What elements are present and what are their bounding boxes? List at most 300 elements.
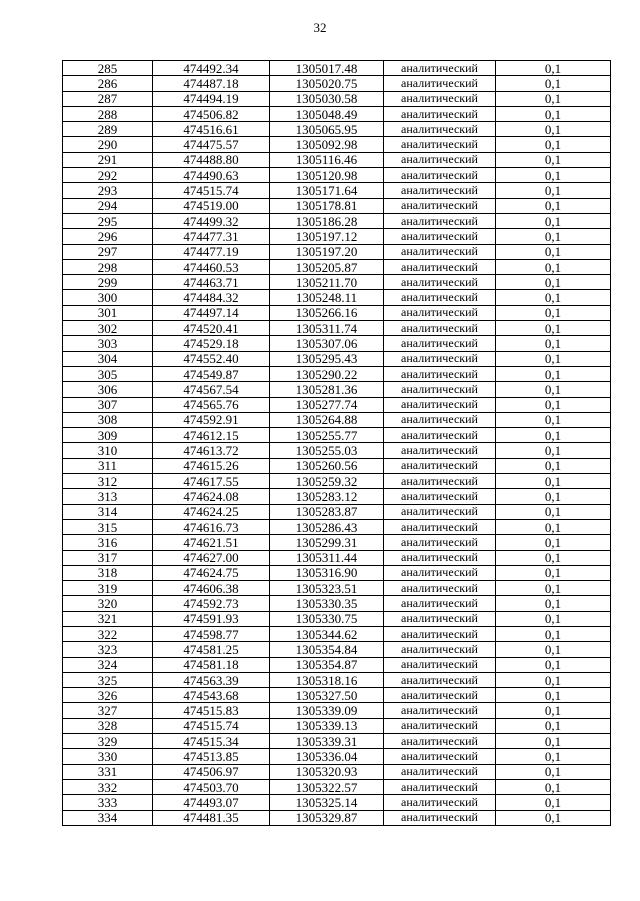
accuracy-cell: 0,1: [496, 672, 611, 687]
x-coordinate-cell: 474497.14: [153, 305, 270, 320]
table-row: [63, 672, 611, 687]
x-coordinate-cell: 474515.74: [153, 183, 270, 198]
y-coordinate-cell: 1305322.57: [270, 779, 384, 794]
accuracy-cell: 0,1: [496, 474, 611, 489]
point-number-cell: 304: [63, 351, 153, 366]
y-coordinate-cell: 1305295.43: [270, 351, 384, 366]
point-number-cell: 334: [63, 810, 153, 825]
table-row: [63, 275, 611, 290]
y-coordinate-cell: 1305329.87: [270, 810, 384, 825]
accuracy-cell: 0,1: [496, 76, 611, 91]
x-coordinate-cell: 474598.77: [153, 626, 270, 641]
accuracy-cell: 0,1: [496, 550, 611, 565]
x-coordinate-cell: 474506.82: [153, 106, 270, 121]
method-cell: аналитический: [384, 61, 496, 76]
x-coordinate-cell: 474515.83: [153, 703, 270, 718]
y-coordinate-cell: 1305116.46: [270, 152, 384, 167]
y-coordinate-cell: 1305211.70: [270, 275, 384, 290]
x-coordinate-cell: 474488.80: [153, 152, 270, 167]
accuracy-cell: 0,1: [496, 779, 611, 794]
x-coordinate-cell: 474515.34: [153, 734, 270, 749]
accuracy-cell: 0,1: [496, 718, 611, 733]
point-number-cell: 299: [63, 275, 153, 290]
table-row: [63, 749, 611, 764]
method-cell: аналитический: [384, 137, 496, 152]
table-row: [63, 213, 611, 228]
y-coordinate-cell: 1305339.09: [270, 703, 384, 718]
x-coordinate-cell: 474621.51: [153, 535, 270, 550]
x-coordinate-cell: 474490.63: [153, 168, 270, 183]
method-cell: аналитический: [384, 397, 496, 412]
x-coordinate-cell: 474552.40: [153, 351, 270, 366]
x-coordinate-cell: 474581.25: [153, 642, 270, 657]
x-coordinate-cell: 474494.19: [153, 91, 270, 106]
accuracy-cell: 0,1: [496, 657, 611, 672]
y-coordinate-cell: 1305336.04: [270, 749, 384, 764]
x-coordinate-cell: 474477.31: [153, 229, 270, 244]
y-coordinate-cell: 1305030.58: [270, 91, 384, 106]
point-number-cell: 330: [63, 749, 153, 764]
method-cell: аналитический: [384, 718, 496, 733]
accuracy-cell: 0,1: [496, 259, 611, 274]
y-coordinate-cell: 1305311.74: [270, 321, 384, 336]
x-coordinate-cell: 474506.97: [153, 764, 270, 779]
method-cell: аналитический: [384, 504, 496, 519]
point-number-cell: 326: [63, 688, 153, 703]
method-cell: аналитический: [384, 489, 496, 504]
method-cell: аналитический: [384, 734, 496, 749]
point-number-cell: 316: [63, 535, 153, 550]
point-number-cell: 312: [63, 474, 153, 489]
method-cell: аналитический: [384, 382, 496, 397]
y-coordinate-cell: 1305197.12: [270, 229, 384, 244]
table-row: [63, 351, 611, 366]
method-cell: аналитический: [384, 336, 496, 351]
accuracy-cell: 0,1: [496, 229, 611, 244]
method-cell: аналитический: [384, 183, 496, 198]
method-cell: аналитический: [384, 565, 496, 580]
table-row: [63, 137, 611, 152]
y-coordinate-cell: 1305339.31: [270, 734, 384, 749]
point-number-cell: 308: [63, 412, 153, 427]
accuracy-cell: 0,1: [496, 61, 611, 76]
method-cell: аналитический: [384, 596, 496, 611]
table-row: [63, 642, 611, 657]
method-cell: аналитический: [384, 626, 496, 641]
x-coordinate-cell: 474543.68: [153, 688, 270, 703]
table-row: [63, 657, 611, 672]
point-number-cell: 328: [63, 718, 153, 733]
accuracy-cell: 0,1: [496, 198, 611, 213]
y-coordinate-cell: 1305330.75: [270, 611, 384, 626]
y-coordinate-cell: 1305259.32: [270, 474, 384, 489]
point-number-cell: 285: [63, 61, 153, 76]
accuracy-cell: 0,1: [496, 810, 611, 825]
method-cell: аналитический: [384, 458, 496, 473]
accuracy-cell: 0,1: [496, 213, 611, 228]
method-cell: аналитический: [384, 443, 496, 458]
accuracy-cell: 0,1: [496, 305, 611, 320]
x-coordinate-cell: 474492.34: [153, 61, 270, 76]
table-row: [63, 764, 611, 779]
accuracy-cell: 0,1: [496, 535, 611, 550]
coordinates-table-body: [63, 61, 611, 826]
y-coordinate-cell: 1305311.44: [270, 550, 384, 565]
y-coordinate-cell: 1305277.74: [270, 397, 384, 412]
table-row: [63, 795, 611, 810]
y-coordinate-cell: 1305186.28: [270, 213, 384, 228]
y-coordinate-cell: 1305264.88: [270, 412, 384, 427]
point-number-cell: 295: [63, 213, 153, 228]
method-cell: аналитический: [384, 229, 496, 244]
x-coordinate-cell: 474493.07: [153, 795, 270, 810]
point-number-cell: 297: [63, 244, 153, 259]
method-cell: аналитический: [384, 168, 496, 183]
x-coordinate-cell: 474592.73: [153, 596, 270, 611]
method-cell: аналитический: [384, 657, 496, 672]
table-row: [63, 443, 611, 458]
accuracy-cell: 0,1: [496, 688, 611, 703]
y-coordinate-cell: 1305354.87: [270, 657, 384, 672]
table-row: [63, 259, 611, 274]
accuracy-cell: 0,1: [496, 122, 611, 137]
x-coordinate-cell: 474503.70: [153, 779, 270, 794]
table-row: [63, 336, 611, 351]
table-row: [63, 366, 611, 381]
method-cell: аналитический: [384, 213, 496, 228]
method-cell: аналитический: [384, 611, 496, 626]
table-row: [63, 596, 611, 611]
accuracy-cell: 0,1: [496, 152, 611, 167]
point-number-cell: 329: [63, 734, 153, 749]
point-number-cell: 307: [63, 397, 153, 412]
table-row: [63, 244, 611, 259]
method-cell: аналитический: [384, 305, 496, 320]
y-coordinate-cell: 1305255.03: [270, 443, 384, 458]
accuracy-cell: 0,1: [496, 382, 611, 397]
method-cell: аналитический: [384, 366, 496, 381]
method-cell: аналитический: [384, 275, 496, 290]
y-coordinate-cell: 1305048.49: [270, 106, 384, 121]
method-cell: аналитический: [384, 91, 496, 106]
point-number-cell: 332: [63, 779, 153, 794]
point-number-cell: 296: [63, 229, 153, 244]
x-coordinate-cell: 474499.32: [153, 213, 270, 228]
y-coordinate-cell: 1305327.50: [270, 688, 384, 703]
method-cell: аналитический: [384, 581, 496, 596]
accuracy-cell: 0,1: [496, 137, 611, 152]
accuracy-cell: 0,1: [496, 611, 611, 626]
y-coordinate-cell: 1305266.16: [270, 305, 384, 320]
accuracy-cell: 0,1: [496, 703, 611, 718]
accuracy-cell: 0,1: [496, 321, 611, 336]
method-cell: аналитический: [384, 642, 496, 657]
accuracy-cell: 0,1: [496, 336, 611, 351]
accuracy-cell: 0,1: [496, 168, 611, 183]
point-number-cell: 321: [63, 611, 153, 626]
x-coordinate-cell: 474487.18: [153, 76, 270, 91]
point-number-cell: 301: [63, 305, 153, 320]
y-coordinate-cell: 1305283.87: [270, 504, 384, 519]
accuracy-cell: 0,1: [496, 596, 611, 611]
x-coordinate-cell: 474484.32: [153, 290, 270, 305]
point-number-cell: 325: [63, 672, 153, 687]
accuracy-cell: 0,1: [496, 749, 611, 764]
y-coordinate-cell: 1305178.81: [270, 198, 384, 213]
x-coordinate-cell: 474612.15: [153, 428, 270, 443]
accuracy-cell: 0,1: [496, 412, 611, 427]
y-coordinate-cell: 1305325.14: [270, 795, 384, 810]
method-cell: аналитический: [384, 550, 496, 565]
y-coordinate-cell: 1305290.22: [270, 366, 384, 381]
point-number-cell: 324: [63, 657, 153, 672]
x-coordinate-cell: 474624.75: [153, 565, 270, 580]
table-row: [63, 703, 611, 718]
table-row: [63, 305, 611, 320]
accuracy-cell: 0,1: [496, 764, 611, 779]
table-row: [63, 718, 611, 733]
point-number-cell: 331: [63, 764, 153, 779]
accuracy-cell: 0,1: [496, 183, 611, 198]
table-row: [63, 458, 611, 473]
accuracy-cell: 0,1: [496, 519, 611, 534]
accuracy-cell: 0,1: [496, 734, 611, 749]
y-coordinate-cell: 1305120.98: [270, 168, 384, 183]
method-cell: аналитический: [384, 76, 496, 91]
method-cell: аналитический: [384, 106, 496, 121]
table-row: [63, 168, 611, 183]
accuracy-cell: 0,1: [496, 626, 611, 641]
table-row: [63, 106, 611, 121]
table-row: [63, 504, 611, 519]
point-number-cell: 314: [63, 504, 153, 519]
point-number-cell: 323: [63, 642, 153, 657]
y-coordinate-cell: 1305260.56: [270, 458, 384, 473]
method-cell: аналитический: [384, 535, 496, 550]
table-row: [63, 489, 611, 504]
y-coordinate-cell: 1305283.12: [270, 489, 384, 504]
y-coordinate-cell: 1305092.98: [270, 137, 384, 152]
x-coordinate-cell: 474616.73: [153, 519, 270, 534]
table-row: [63, 688, 611, 703]
point-number-cell: 288: [63, 106, 153, 121]
point-number-cell: 322: [63, 626, 153, 641]
x-coordinate-cell: 474549.87: [153, 366, 270, 381]
accuracy-cell: 0,1: [496, 489, 611, 504]
x-coordinate-cell: 474460.53: [153, 259, 270, 274]
x-coordinate-cell: 474519.00: [153, 198, 270, 213]
table-row: [63, 611, 611, 626]
x-coordinate-cell: 474475.57: [153, 137, 270, 152]
table-row: [63, 76, 611, 91]
x-coordinate-cell: 474624.25: [153, 504, 270, 519]
accuracy-cell: 0,1: [496, 581, 611, 596]
x-coordinate-cell: 474520.41: [153, 321, 270, 336]
y-coordinate-cell: 1305318.16: [270, 672, 384, 687]
table-row: [63, 734, 611, 749]
point-number-cell: 290: [63, 137, 153, 152]
method-cell: аналитический: [384, 152, 496, 167]
point-number-cell: 286: [63, 76, 153, 91]
y-coordinate-cell: 1305299.31: [270, 535, 384, 550]
accuracy-cell: 0,1: [496, 443, 611, 458]
accuracy-cell: 0,1: [496, 106, 611, 121]
table-row: [63, 428, 611, 443]
accuracy-cell: 0,1: [496, 366, 611, 381]
point-number-cell: 313: [63, 489, 153, 504]
point-number-cell: 303: [63, 336, 153, 351]
x-coordinate-cell: 474615.26: [153, 458, 270, 473]
x-coordinate-cell: 474516.61: [153, 122, 270, 137]
y-coordinate-cell: 1305205.87: [270, 259, 384, 274]
table-row: [63, 810, 611, 825]
y-coordinate-cell: 1305286.43: [270, 519, 384, 534]
accuracy-cell: 0,1: [496, 244, 611, 259]
point-number-cell: 305: [63, 366, 153, 381]
y-coordinate-cell: 1305017.48: [270, 61, 384, 76]
point-number-cell: 315: [63, 519, 153, 534]
x-coordinate-cell: 474481.35: [153, 810, 270, 825]
method-cell: аналитический: [384, 290, 496, 305]
point-number-cell: 310: [63, 443, 153, 458]
coordinates-table: [62, 60, 611, 826]
x-coordinate-cell: 474624.08: [153, 489, 270, 504]
accuracy-cell: 0,1: [496, 428, 611, 443]
method-cell: аналитический: [384, 764, 496, 779]
table-row: [63, 474, 611, 489]
y-coordinate-cell: 1305248.11: [270, 290, 384, 305]
method-cell: аналитический: [384, 428, 496, 443]
y-coordinate-cell: 1305255.77: [270, 428, 384, 443]
x-coordinate-cell: 474591.93: [153, 611, 270, 626]
method-cell: аналитический: [384, 244, 496, 259]
table-row: [63, 397, 611, 412]
method-cell: аналитический: [384, 321, 496, 336]
method-cell: аналитический: [384, 198, 496, 213]
method-cell: аналитический: [384, 703, 496, 718]
point-number-cell: 309: [63, 428, 153, 443]
method-cell: аналитический: [384, 779, 496, 794]
x-coordinate-cell: 474613.72: [153, 443, 270, 458]
x-coordinate-cell: 474477.19: [153, 244, 270, 259]
y-coordinate-cell: 1305323.51: [270, 581, 384, 596]
accuracy-cell: 0,1: [496, 91, 611, 106]
table-row: [63, 198, 611, 213]
table-row: [63, 183, 611, 198]
y-coordinate-cell: 1305344.62: [270, 626, 384, 641]
y-coordinate-cell: 1305320.93: [270, 764, 384, 779]
x-coordinate-cell: 474592.91: [153, 412, 270, 427]
x-coordinate-cell: 474565.76: [153, 397, 270, 412]
table-row: [63, 519, 611, 534]
method-cell: аналитический: [384, 351, 496, 366]
x-coordinate-cell: 474463.71: [153, 275, 270, 290]
table-row: [63, 122, 611, 137]
y-coordinate-cell: 1305171.64: [270, 183, 384, 198]
page-number: 32: [313, 20, 327, 35]
point-number-cell: 287: [63, 91, 153, 106]
table-row: [63, 229, 611, 244]
y-coordinate-cell: 1305197.20: [270, 244, 384, 259]
x-coordinate-cell: 474529.18: [153, 336, 270, 351]
point-number-cell: 292: [63, 168, 153, 183]
x-coordinate-cell: 474606.38: [153, 581, 270, 596]
table-row: [63, 61, 611, 76]
table-row: [63, 565, 611, 580]
y-coordinate-cell: 1305281.36: [270, 382, 384, 397]
table-row: [63, 321, 611, 336]
method-cell: аналитический: [384, 795, 496, 810]
point-number-cell: 320: [63, 596, 153, 611]
accuracy-cell: 0,1: [496, 565, 611, 580]
point-number-cell: 317: [63, 550, 153, 565]
point-number-cell: 318: [63, 565, 153, 580]
y-coordinate-cell: 1305020.75: [270, 76, 384, 91]
point-number-cell: 294: [63, 198, 153, 213]
method-cell: аналитический: [384, 749, 496, 764]
table-row: [63, 91, 611, 106]
x-coordinate-cell: 474581.18: [153, 657, 270, 672]
accuracy-cell: 0,1: [496, 642, 611, 657]
accuracy-cell: 0,1: [496, 795, 611, 810]
y-coordinate-cell: 1305065.95: [270, 122, 384, 137]
method-cell: аналитический: [384, 519, 496, 534]
x-coordinate-cell: 474627.00: [153, 550, 270, 565]
y-coordinate-cell: 1305339.13: [270, 718, 384, 733]
accuracy-cell: 0,1: [496, 351, 611, 366]
y-coordinate-cell: 1305316.90: [270, 565, 384, 580]
method-cell: аналитический: [384, 688, 496, 703]
point-number-cell: 291: [63, 152, 153, 167]
point-number-cell: 333: [63, 795, 153, 810]
accuracy-cell: 0,1: [496, 290, 611, 305]
y-coordinate-cell: 1305330.35: [270, 596, 384, 611]
method-cell: аналитический: [384, 672, 496, 687]
table-row: [63, 581, 611, 596]
x-coordinate-cell: 474617.55: [153, 474, 270, 489]
accuracy-cell: 0,1: [496, 275, 611, 290]
x-coordinate-cell: 474567.54: [153, 382, 270, 397]
point-number-cell: 311: [63, 458, 153, 473]
y-coordinate-cell: 1305307.06: [270, 336, 384, 351]
point-number-cell: 289: [63, 122, 153, 137]
table-row: [63, 152, 611, 167]
table-row: [63, 779, 611, 794]
accuracy-cell: 0,1: [496, 458, 611, 473]
table-row: [63, 550, 611, 565]
method-cell: аналитический: [384, 810, 496, 825]
point-number-cell: 327: [63, 703, 153, 718]
method-cell: аналитический: [384, 122, 496, 137]
point-number-cell: 300: [63, 290, 153, 305]
y-coordinate-cell: 1305354.84: [270, 642, 384, 657]
x-coordinate-cell: 474515.74: [153, 718, 270, 733]
point-number-cell: 319: [63, 581, 153, 596]
table-row: [63, 412, 611, 427]
accuracy-cell: 0,1: [496, 397, 611, 412]
point-number-cell: 306: [63, 382, 153, 397]
point-number-cell: 293: [63, 183, 153, 198]
method-cell: аналитический: [384, 259, 496, 274]
point-number-cell: 298: [63, 259, 153, 274]
table-row: [63, 626, 611, 641]
method-cell: аналитический: [384, 412, 496, 427]
table-row: [63, 290, 611, 305]
accuracy-cell: 0,1: [496, 504, 611, 519]
point-number-cell: 302: [63, 321, 153, 336]
table-row: [63, 535, 611, 550]
x-coordinate-cell: 474513.85: [153, 749, 270, 764]
